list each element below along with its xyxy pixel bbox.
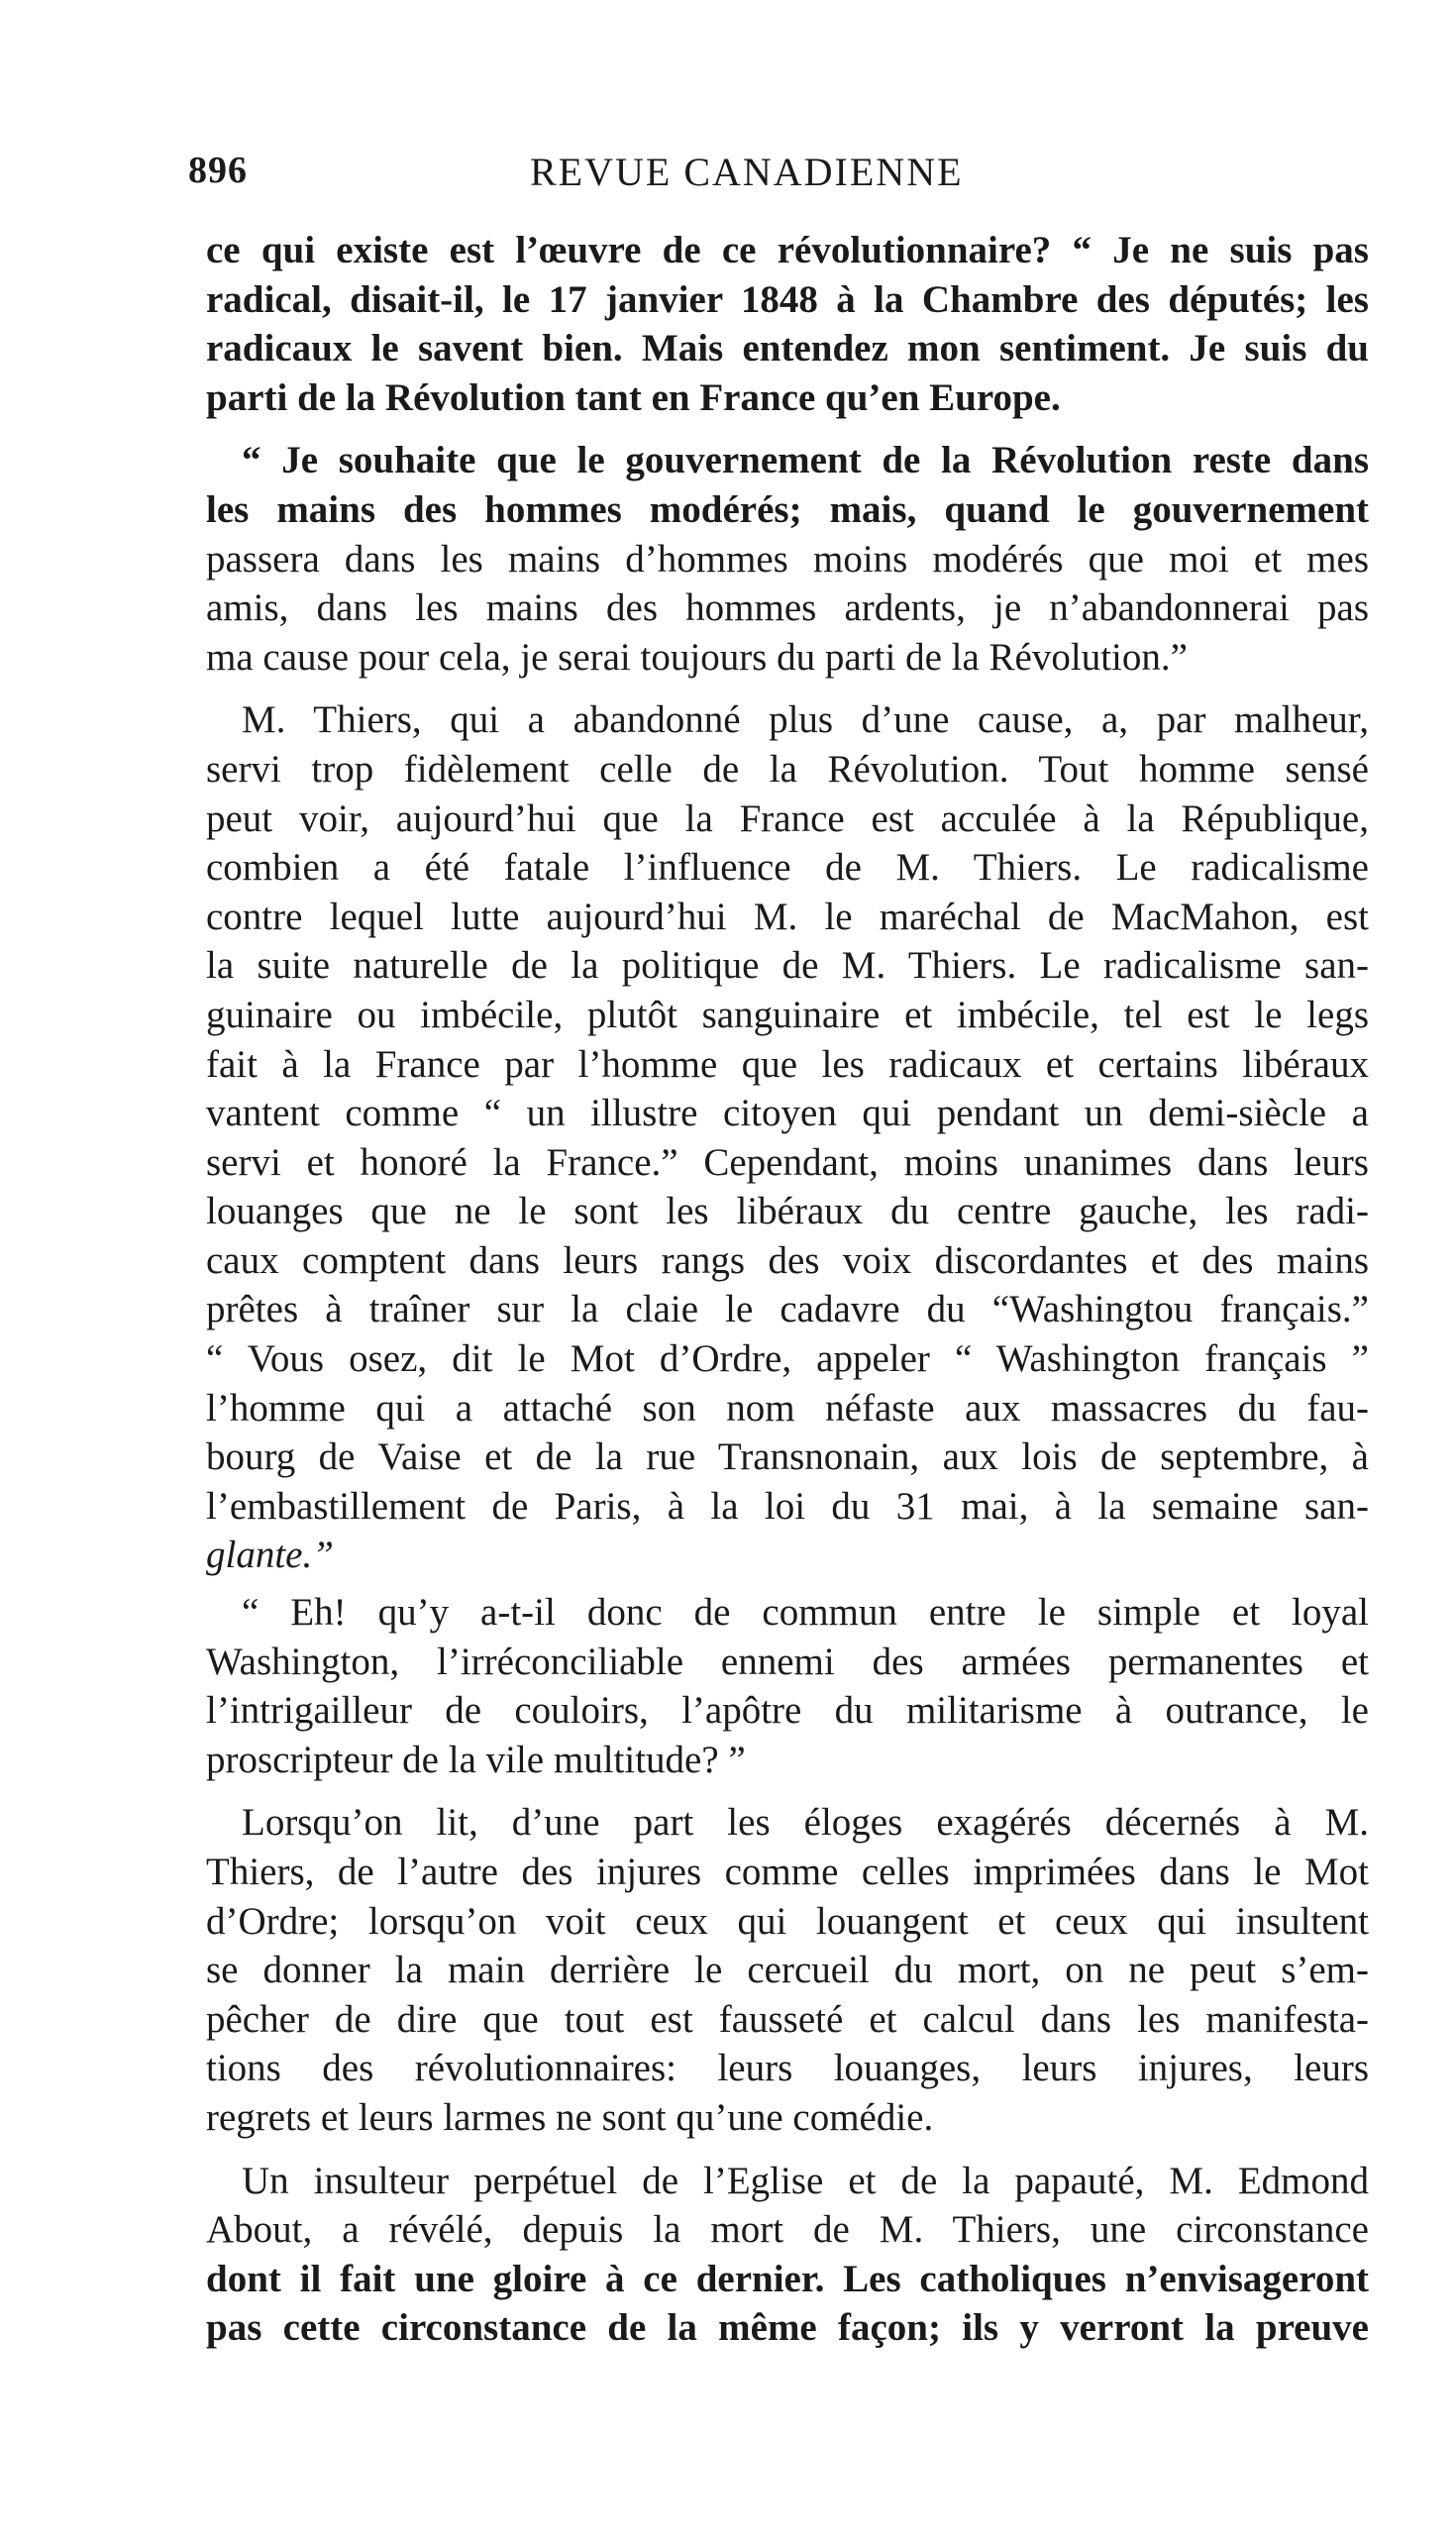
text-line: fait à la France par l’homme que les radicaux et certains libéraux [206,1042,1369,1086]
text-line: prêtes à traîner sur la claie le cadavre du “Washingtou français.” [206,1288,1369,1331]
text-line: guinaire ou imbécile, plutôt sanguinaire et imbécile, tel est le legs [206,993,1369,1036]
paragraph-5 [206,1798,1369,2142]
text-line: ma cause pour cela, je serai toujours du parti de la Révolution.” [206,635,1188,679]
text-line: M. Thiers, qui a abandonné plus d’une cause, a, par malheur, [242,698,1369,742]
text-line: peut voir, aujourd’hui que la France est acculée à la République, [206,796,1369,840]
text-line: radicaux le savent bien. Mais entendez mon sentiment. Je suis du [206,327,1369,371]
text-line: servi trop fidèlement celle de la Révolution. Tout homme sensé [206,747,1369,791]
text-line: radical, disait-il, le 17 janvier 1848 à la Chambre des députés; les [206,277,1369,321]
running-title: REVUE CANADIENNE [530,150,964,194]
paragraph-gap [206,422,1369,436]
text-line: servi et honoré la France.” Cependant, moins unanimes dans leurs [206,1140,1369,1184]
text-line: regrets et leurs larmes ne sont qu’une comédie. [206,2095,934,2139]
text-line: proscripteur de la vile multitude? ” [206,1738,746,1781]
text-line: glante.” [206,1534,334,1577]
text-line: About, a révélé, depuis la mort de M. Thiers, une circonstance [206,2208,1369,2252]
paragraph-4 [206,1588,1369,1784]
paragraph-6 [206,2157,1369,2353]
text-line: caux comptent dans leurs rangs des voix discordantes et des mains [206,1238,1369,1282]
text-line: dont il fait une gloire à ce dernier. Les catholiques n’envisageront [206,2257,1369,2300]
text-line: passera dans les mains d’hommes moins modérés que moi et mes [206,537,1369,581]
text-line: pas cette circonstance de la même façon; ils y verront la preuve [206,2306,1369,2350]
paragraph-gap [206,682,1369,695]
text-line: l’intrigailleur de couloirs, l’apôtre du militarisme à outrance, le [206,1689,1369,1733]
text-line: parti de la Révolution tant en France qu’en Europe. [206,375,1061,419]
text-line: “ Vous osez, dit le Mot d’Ordre, appeler “ Washington français ” [206,1337,1369,1381]
page-header [188,149,1377,208]
text-line: ce qui existe est l’œuvre de ce révolutionnaire? “ Je ne suis pas [206,229,1369,271]
paragraph-3 [206,695,1369,1580]
paragraph-gap [206,1784,1369,1798]
text-line: Un insulteur perpétuel de l’Eglise et de la papauté, M. Edmond [242,2159,1369,2202]
text-line: la suite naturelle de la politique de M. Thiers. Le radicalisme san- [206,944,1369,988]
text-line: contre lequel lutte aujourd’hui M. le maréchal de MacMahon, est [206,895,1369,938]
paragraph-gap [206,2143,1369,2157]
text-line: vantent comme “ un illustre citoyen qui pendant un demi-siècle a [206,1092,1369,1135]
paragraph-2 [206,436,1369,682]
text-line: louanges que ne le sont les libéraux du centre gauche, les radi- [206,1190,1369,1233]
text-line: se donner la main derrière le cercueil du mort, on ne peut s’em- [206,1949,1369,1992]
page-number: 896 [188,150,248,191]
text-line: combien a été fatale l’influence de M. Thiers. Le radicalisme [206,846,1369,890]
text-line: les mains des hommes modérés; mais, quand le gouvernement [206,487,1369,531]
text-line: Washington, l’irréconciliable ennemi des armées permanentes et [206,1640,1369,1683]
text-line: Lorsqu’on lit, d’une part les éloges exagérés décernés à M. [242,1801,1369,1845]
text-line: “ Eh! qu’y a-t-il donc de commun entre le simple et loyal [242,1591,1369,1635]
body-text [206,226,1369,2353]
text-line: l’embastillement de Paris, à la loi du 31 mai, à la semaine san- [206,1484,1369,1528]
paragraph-1 [206,226,1369,422]
text-line: l’homme qui a attaché son nom néfaste aux massacres du fau- [206,1386,1369,1430]
paragraph-gap [206,1580,1369,1588]
text-line: tions des révolutionnaires: leurs louanges, leurs injures, leurs [206,2047,1369,2090]
text-line: bourg de Vaise et de la rue Transnonain, aux lois de septembre, à [206,1435,1369,1479]
text-line: amis, dans les mains des hommes ardents, je n’abandonnerai pas [206,586,1369,630]
text-line: Thiers, de l’autre des injures comme celles imprimées dans le Mot [206,1851,1369,1893]
text-line: pêcher de dire que tout est fausseté et calcul dans les manifesta- [206,1997,1369,2041]
text-line: d’Ordre; lorsqu’on voit ceux qui louangent et ceux qui insultent [206,1899,1369,1943]
text-line: “ Je souhaite que le gouvernement de la Révolution reste dans [242,439,1369,482]
